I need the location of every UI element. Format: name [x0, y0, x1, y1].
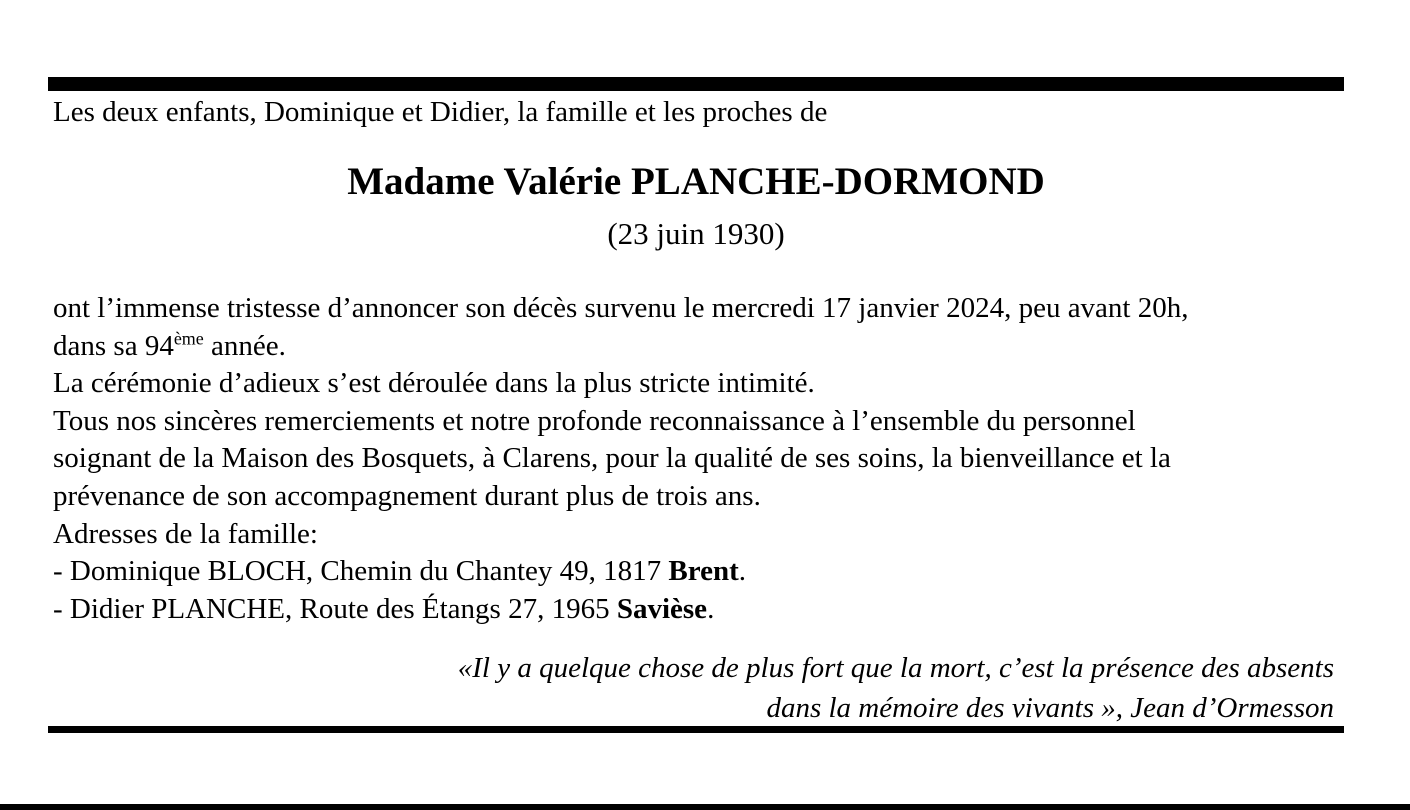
- body-line-thanks-3: prévenance de son accompagnement durant plus de trois ans.: [53, 479, 761, 512]
- address-line-dominique: [53, 553, 1189, 591]
- address-city-bold: Savièse: [616, 592, 708, 625]
- body-line-death-notice: ont l’immense tristesse d’annoncer son décès survenu le mercredi 17 janvier 2024, peu avant 20h,: [53, 292, 1189, 324]
- age-superscript: ème: [173, 327, 204, 348]
- address-city-bold: Brent: [668, 555, 739, 588]
- age-text-post: année.: [203, 329, 286, 362]
- address-line-didier: [53, 591, 1189, 629]
- body-line-thanks-1: Tous nos sincères remerciements et notre profonde reconnaissance à l’ensemble du personnel: [53, 404, 1136, 437]
- quote-line-1: «Il y a quelque chose de plus fort que la mort, c’est la présence des absents: [457, 652, 1334, 684]
- address-text: - Dominique BLOCH, Chemin du Chantey 49, 1817: [53, 555, 669, 588]
- top-rule: [48, 77, 1344, 91]
- address-text: - Didier PLANCHE, Route des Étangs 27, 1965: [53, 592, 617, 625]
- birth-date: (23 juin 1930): [607, 216, 785, 251]
- address-period: .: [738, 555, 747, 588]
- intro-line: Les deux enfants, Dominique et Didier, la famille et les proches de: [53, 96, 828, 128]
- body-line-thanks-2: soignant de la Maison des Bosquets, à Clarens, pour la qualité de ses soins, la bienveillance et la: [53, 442, 1171, 475]
- bottom-edge-bar: [0, 804, 1410, 810]
- quote-line-2: dans la mémoire des vivants », Jean d’Ormesson: [766, 692, 1334, 724]
- announcement-body: [53, 290, 1189, 628]
- address-period: .: [707, 592, 715, 625]
- body-line-ceremony: La cérémonie d’adieux s’est déroulée dans la plus stricte intimité.: [53, 367, 815, 400]
- deceased-name: Madame Valérie PLANCHE-DORMOND: [347, 160, 1045, 203]
- bottom-rule: [48, 726, 1344, 733]
- body-line-age: [53, 328, 1189, 366]
- age-text-pre: dans sa 94: [53, 329, 174, 362]
- body-line-addresses-heading: Adresses de la famille:: [53, 517, 318, 550]
- memorial-quote: [458, 648, 1334, 728]
